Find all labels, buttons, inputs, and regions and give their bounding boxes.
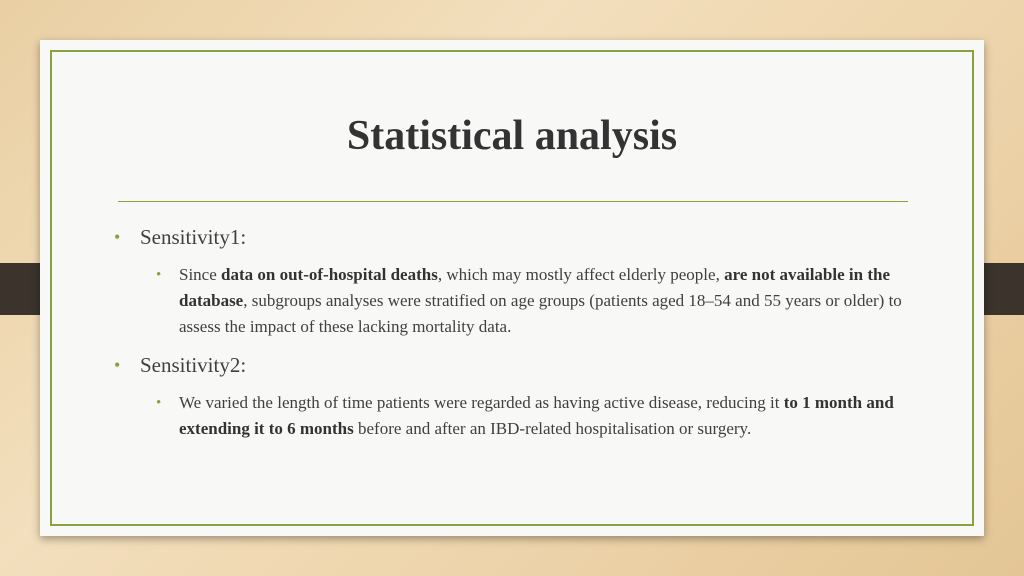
bold-text-run: to 1 month and extending it to 6 months [179,393,894,438]
text-run: , which may mostly affect elderly people, [437,265,725,284]
bullet-icon: • [156,395,162,411]
slide-title: Statistical analysis [346,113,678,159]
bullet-heading: Sensitivity2: [140,353,247,377]
title-divider [118,201,908,202]
bold-text-run: are not available in the database [179,265,890,310]
bullet-heading: Sensitivity1: [140,225,247,249]
bullet-level1-sensitivity2 [110,352,910,378]
slide-card [40,40,984,536]
bullet-level1-sensitivity1 [110,224,910,250]
text-run: before and after an IBD-related hospitalisation or surgery. [353,419,752,438]
bullet-level2-sensitivity2-detail [110,390,910,442]
bullet-level2-sensitivity1-detail [110,262,910,340]
text-run: Since [179,265,222,284]
slide-content [110,224,910,454]
bullet-icon: • [114,227,121,247]
bullet-icon: • [156,267,162,283]
text-run: We varied the length of time patients were regarded as having active disease, reducing it [179,393,784,412]
text-run: , subgroups analyses were stratified on age groups (patients aged 18–54 and 55 years or older) to assess the impact of these lacking mortality data. [179,291,902,336]
bullet-icon: • [114,355,121,375]
bold-text-run: data on out-of-hospital deaths [221,265,438,284]
